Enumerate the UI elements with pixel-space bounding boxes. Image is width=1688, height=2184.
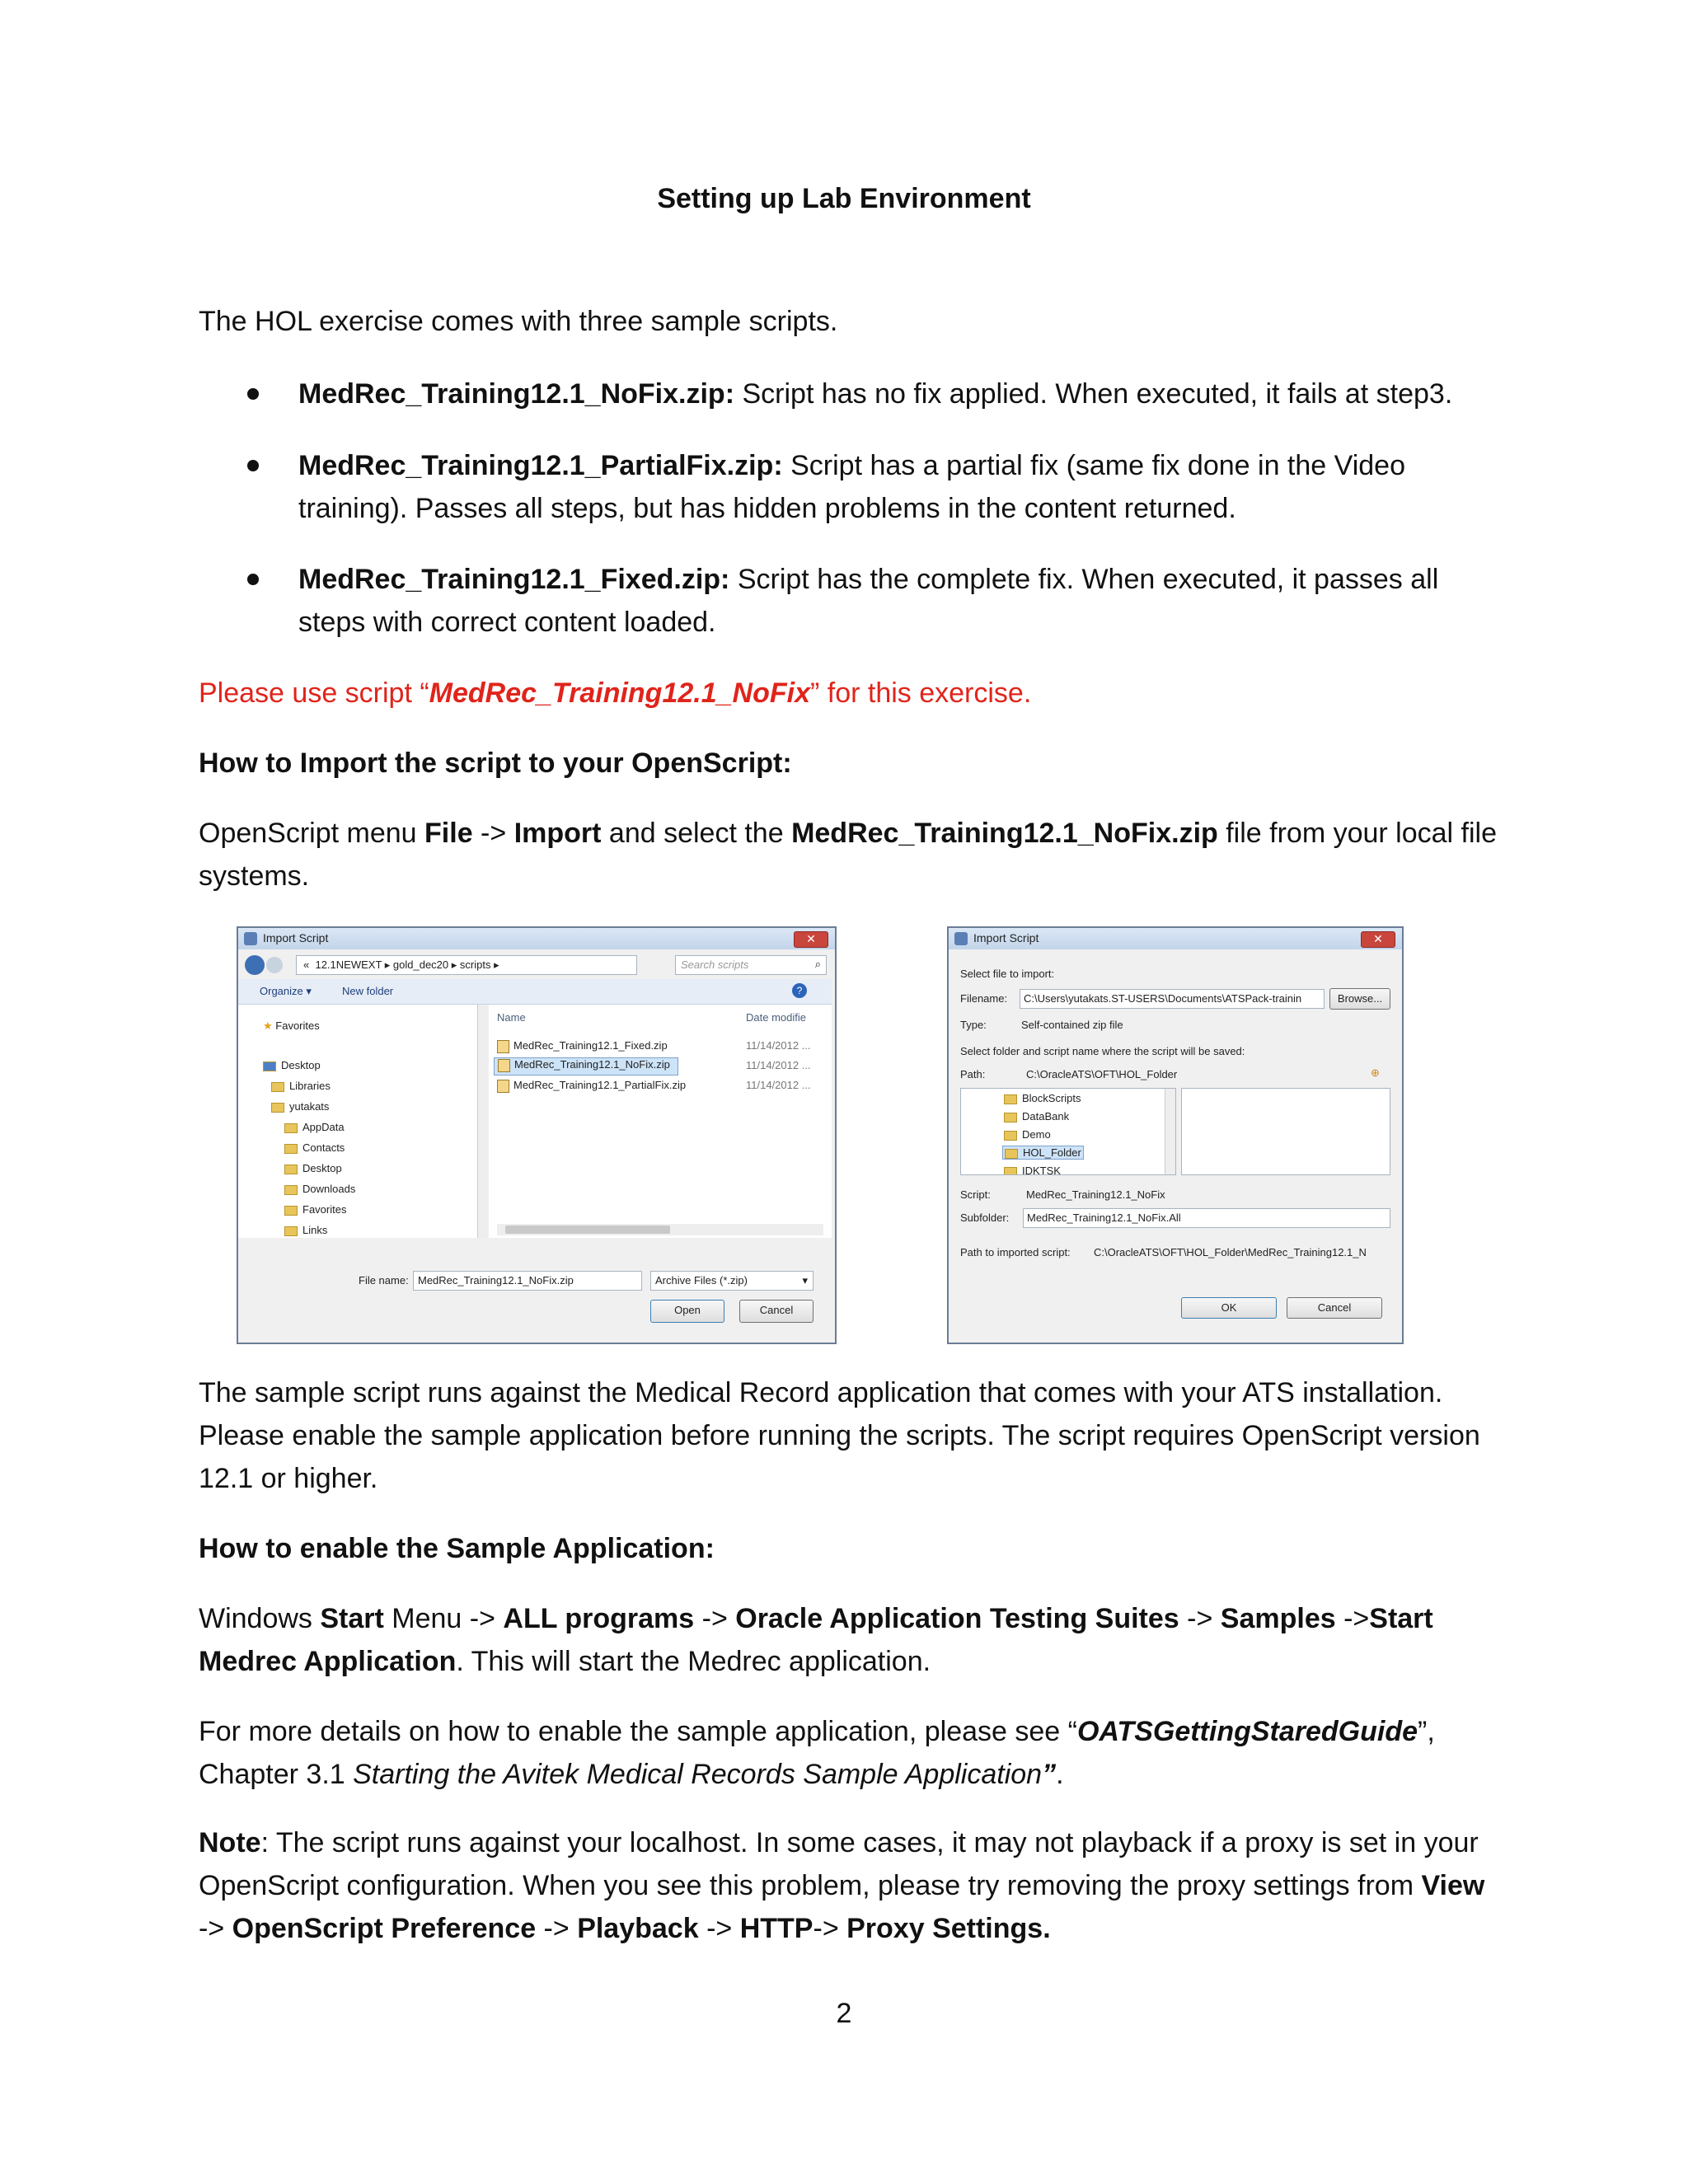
script-name-input[interactable]: MedRec_Training12.1_NoFix xyxy=(1026,1188,1165,1201)
nav-item[interactable]: Favorites xyxy=(284,1203,346,1216)
imported-path-value: C:\OracleATS\OFT\HOL_Folder\MedRec_Training12.1_N xyxy=(1094,1246,1367,1258)
nav-item[interactable]: Links xyxy=(284,1224,327,1236)
close-icon[interactable]: ✕ xyxy=(794,931,828,948)
tree-item-selected[interactable]: HOL_Folder xyxy=(1002,1146,1084,1160)
cancel-button[interactable]: Cancel xyxy=(1287,1297,1382,1319)
nav-item[interactable]: ★ Favorites xyxy=(263,1019,320,1032)
notice-post: ” for this exercise. xyxy=(809,677,1032,709)
nav-item[interactable]: AppData xyxy=(284,1121,345,1133)
nav-item[interactable]: Libraries xyxy=(271,1080,331,1092)
ok-button[interactable]: OK xyxy=(1181,1297,1277,1319)
tree-item[interactable]: DataBank xyxy=(1004,1110,1069,1122)
script-name: MedRec_Training12.1_Fixed.zip: xyxy=(298,564,730,595)
import-paragraph: OpenScript menu File -> Import and select the MedRec_Training12.1_NoFix.zip file from your local file systems. xyxy=(199,818,1498,892)
nav-item[interactable]: yutakats xyxy=(271,1100,329,1113)
path-value: C:\OracleATS\OFT\HOL_Folder xyxy=(1026,1068,1178,1080)
file-row-selected[interactable]: MedRec_Training12.1_NoFix.zip xyxy=(494,1057,678,1076)
breadcrumb: « 12.1NEWEXT ▸ gold_dec20 ▸ scripts ▸ xyxy=(303,958,499,971)
nav-scrollbar[interactable] xyxy=(477,1005,488,1238)
breadcrumb-item[interactable]: scripts xyxy=(459,958,491,971)
column-header-date[interactable]: Date modifie xyxy=(746,1011,806,1024)
page-title: Setting up Lab Environment xyxy=(657,183,1031,214)
forward-icon[interactable] xyxy=(266,957,283,973)
bullet-dot xyxy=(247,460,259,471)
nav-item[interactable]: Downloads xyxy=(284,1183,355,1195)
script-label: Script: xyxy=(960,1188,991,1201)
script-item-fixed xyxy=(298,558,1502,644)
import-script-options-dialog xyxy=(947,926,1404,1344)
dialog-title: Import Script xyxy=(973,931,1039,944)
file-row[interactable]: MedRec_Training12.1_PartialFix.zip 11/14/2012 ... xyxy=(497,1079,827,1093)
filename-label: Filename: xyxy=(960,992,1008,1005)
dialog-title: Import Script xyxy=(263,931,329,944)
close-icon[interactable]: ✕ xyxy=(1361,931,1395,948)
select-file-label: Select file to import: xyxy=(960,968,1055,980)
toolbar xyxy=(238,979,832,1005)
subfolder-input[interactable]: MedRec_Training12.1_NoFix.All xyxy=(1023,1208,1390,1228)
details-paragraph: For more details on how to enable the sample application, please see “OATSGettingStaredGuide”, Chapter 3.1 Starting the Avitek Medical Records Sample Application”. xyxy=(199,1716,1435,1790)
nav-item[interactable]: Contacts xyxy=(284,1141,345,1154)
import-script-file-dialog xyxy=(237,926,837,1344)
back-icon[interactable] xyxy=(245,955,265,975)
tree-item[interactable]: BlockScripts xyxy=(1004,1092,1081,1104)
note-paragraph: Note: The script runs against your localhost. In some cases, it may not playback if a proxy is set in your OpenScript configuration. When you see this problem, please try removing the proxy settings from View -> OpenScript Preference -> Playback -> HTTP-> Proxy Settings. xyxy=(199,1827,1485,1944)
select-folder-label: Select folder and script name where the script will be saved: xyxy=(960,1045,1245,1057)
subfolder-label: Subfolder: xyxy=(960,1212,1010,1224)
script-item-nofix xyxy=(298,373,1502,415)
breadcrumb-item[interactable]: gold_dec20 xyxy=(392,958,449,971)
app-icon xyxy=(244,932,257,945)
file-name-label: File name: xyxy=(359,1274,409,1286)
notice-text xyxy=(199,672,1501,715)
search-input[interactable]: Search scripts ⌕ xyxy=(675,955,827,975)
column-header-name[interactable]: Name xyxy=(497,1011,526,1024)
script-desc: Script has the complete fix. When executed, it passes all steps with correct content loaded. xyxy=(298,564,1439,638)
address-bar[interactable] xyxy=(296,955,637,975)
tree-item[interactable]: Demo xyxy=(1004,1128,1051,1141)
dialog-titlebar xyxy=(238,928,835,949)
script-desc: Script has a partial fix (same fix done in the Video training). Passes all steps, but has hidden problems in the content returned. xyxy=(298,450,1405,524)
folder-tree xyxy=(960,1088,1176,1175)
search-icon: ⌕ xyxy=(814,958,821,970)
file-name-input[interactable]: MedRec_Training12.1_NoFix.zip xyxy=(413,1271,642,1291)
nav-item[interactable]: Desktop xyxy=(284,1162,342,1174)
file-list: Name Date modifie MedRec_Training12.1_Fixed.zip 11/14/2012 ... MedRec_Training12.1_NoFix.zip 11/14/2012 ... MedRec_Training12.1_PartialFix.zip 11/14/2012 ... xyxy=(489,1005,832,1238)
browse-button[interactable]: Browse... xyxy=(1329,988,1390,1010)
intro-paragraph: The HOL exercise comes with three sample scripts. xyxy=(199,306,838,337)
nav-item[interactable]: Desktop xyxy=(263,1059,321,1071)
imported-path-label: Path to imported script: xyxy=(960,1246,1071,1258)
navigation-pane xyxy=(238,1005,485,1238)
filename-input[interactable]: C:\Users\yutakats.ST-USERS\Documents\ATSPack-trainin xyxy=(1020,989,1325,1009)
file-type-select[interactable]: Archive Files (*.zip) ▾ xyxy=(650,1271,814,1291)
help-icon[interactable]: ? xyxy=(792,983,807,998)
tree-scrollbar[interactable] xyxy=(1165,1089,1175,1174)
dialog-titlebar xyxy=(949,928,1402,949)
bullet-dot xyxy=(247,388,259,400)
cancel-button[interactable]: Cancel xyxy=(739,1300,814,1323)
script-desc: Script has no fix applied. When executed, it fails at step3. xyxy=(734,378,1453,410)
file-row[interactable]: MedRec_Training12.1_Fixed.zip 11/14/2012 ... xyxy=(497,1039,827,1053)
notice-script-name: MedRec_Training12.1_NoFix xyxy=(429,677,810,709)
enable-paragraph: Windows Start Menu -> ALL programs -> Oracle Application Testing Suites -> Samples ->Start Medrec Application. This will start the Medrec application. xyxy=(199,1603,1433,1677)
organize-button[interactable]: Organize ▾ xyxy=(260,985,312,997)
tree-item[interactable]: IDKTSK xyxy=(1004,1165,1061,1175)
import-heading: How to Import the script to your OpenScript: xyxy=(199,748,792,779)
type-label: Type: xyxy=(960,1019,987,1031)
enable-heading: How to enable the Sample Application: xyxy=(199,1533,715,1564)
script-list xyxy=(1181,1088,1390,1175)
app-icon xyxy=(954,932,968,945)
new-folder-button[interactable]: New folder xyxy=(342,985,394,997)
script-item-partialfix xyxy=(298,444,1502,530)
path-label: Path: xyxy=(960,1068,986,1080)
horizontal-scrollbar[interactable] xyxy=(497,1224,823,1235)
page-number: 2 xyxy=(836,1998,852,2029)
breadcrumb-item[interactable]: 12.1NEWEXT xyxy=(315,958,382,971)
bullet-dot xyxy=(247,574,259,585)
script-name: MedRec_Training12.1_NoFix.zip: xyxy=(298,378,735,410)
open-button[interactable]: Open xyxy=(650,1300,724,1323)
sample-paragraph: The sample script runs against the Medical Record application that comes with your ATS installation. Please enable the sample application before running the scripts. The script requires OpenScript version 12.1 or higher. xyxy=(199,1377,1480,1494)
script-name: MedRec_Training12.1_PartialFix.zip: xyxy=(298,450,783,481)
notice-pre: Please use script “ xyxy=(199,677,429,709)
folder-browse-icon[interactable]: ⊕ xyxy=(1371,1066,1380,1079)
type-value: Self-contained zip file xyxy=(1021,1019,1123,1031)
